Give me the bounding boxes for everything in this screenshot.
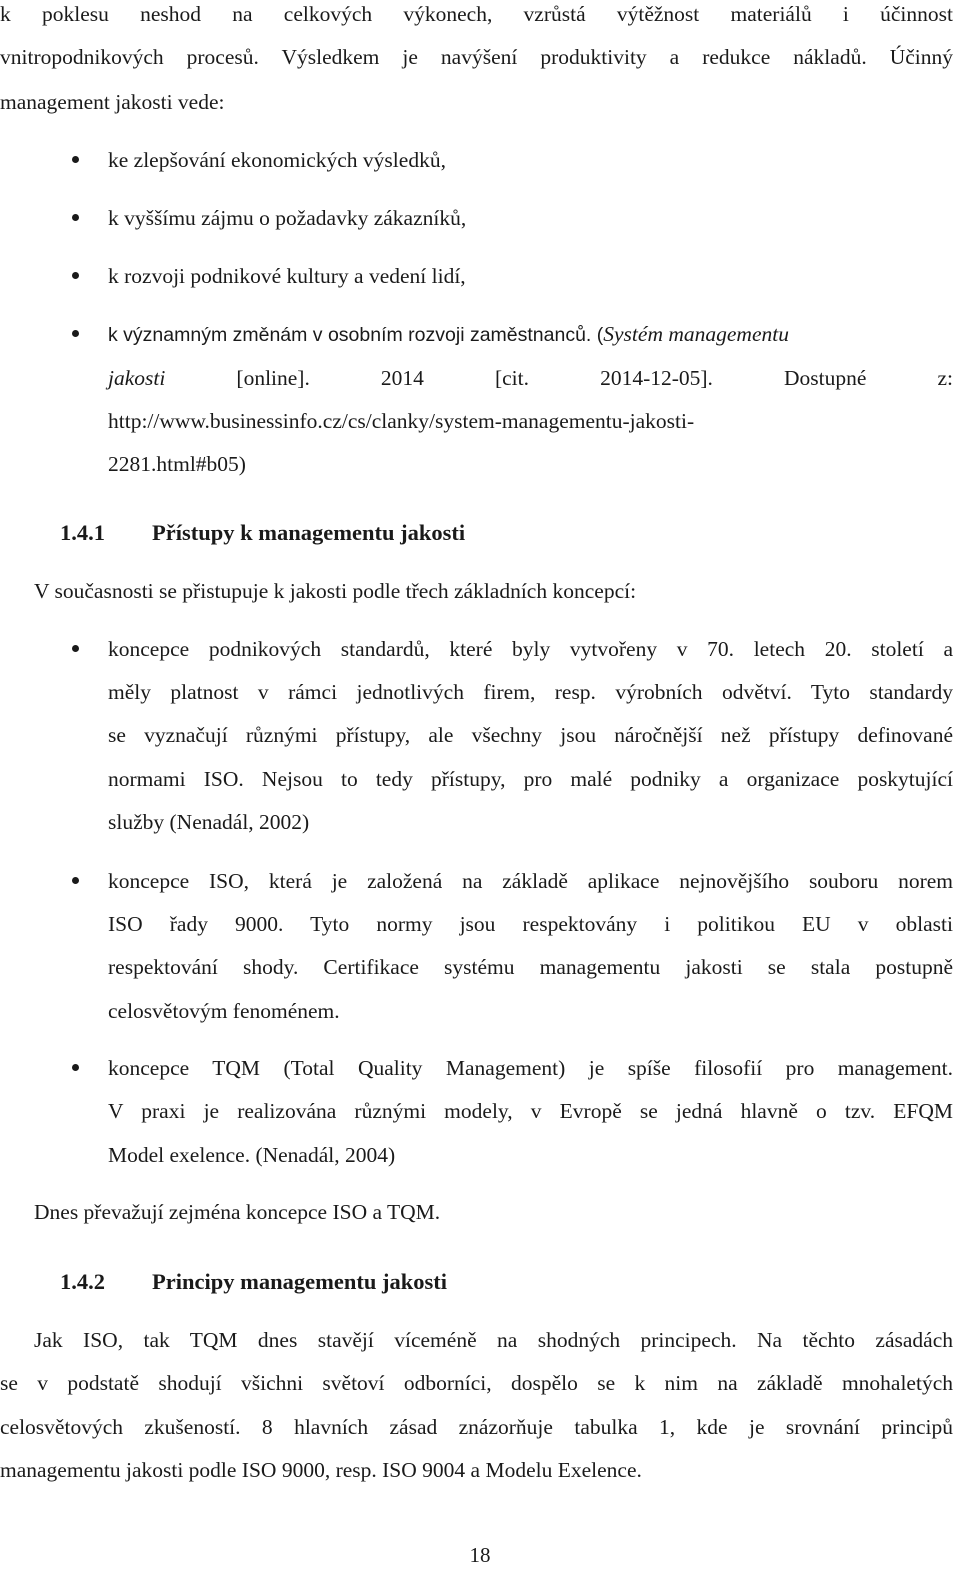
citation-line — [108, 364, 953, 392]
list-item-line: koncepce ISO, která je založená na základě aplikace nejnovějšího souboru norem — [108, 869, 953, 893]
citation-online: [online]. — [236, 366, 310, 390]
list-item-line: koncepce TQM (Total Quality Management) je spíše filosofií pro management. — [108, 1056, 953, 1080]
bullet-icon — [72, 1064, 79, 1071]
section-title: Principy managementu jakosti — [152, 1269, 447, 1294]
list-item-line: V praxi je realizována různými modely, v Evropě se jedná hlavně o tzv. EFQM — [108, 1099, 953, 1123]
citation-title: jakosti — [108, 366, 166, 390]
list-item-line: služby (Nenadál, 2002) — [108, 810, 310, 834]
citation-cit: [cit. — [494, 366, 529, 390]
list-item-line: měly platnost v rámci jednotlivých firem, resp. výrobních odvětví. Tyto standardy — [108, 680, 953, 704]
bullet-icon — [72, 645, 79, 652]
paragraph-line: Jak ISO, tak TQM dnes stavějí víceméně na shodných principech. Na těchto zásadách — [34, 1328, 953, 1352]
citation-z: z: — [937, 366, 953, 390]
list-item-line: koncepce podnikových standardů, které byly vytvořeny v 70. letech 20. století a — [108, 637, 953, 661]
section-number: 1.4.1 — [60, 520, 105, 545]
section-number: 1.4.2 — [60, 1269, 105, 1294]
citation-url: 2281.html#b05) — [108, 452, 246, 476]
bullet-icon — [72, 214, 79, 221]
citation-url: http://www.businessinfo.cz/cs/clanky/system-managementu-jakosti- — [108, 409, 695, 433]
paragraph-line: managementu jakosti podle ISO 9000, resp. ISO 9004 a Modelu Exelence. — [0, 1458, 642, 1482]
bullet-icon — [72, 156, 79, 163]
bullet-icon — [72, 877, 79, 884]
citation-title: Systém managementu — [603, 322, 789, 346]
list-item-line: celosvětovým fenoménem. — [108, 999, 340, 1023]
bullet-icon — [72, 330, 79, 337]
citation-date: 2014-12-05]. — [600, 366, 713, 390]
intro-line: vnitropodnikových procesů. Výsledkem je navýšení produktivity a redukce nákladů. Účinný — [0, 45, 953, 69]
paragraph-line: V současnosti se přistupuje k jakosti podle třech základních koncepcí: — [34, 579, 637, 603]
section-title: Přístupy k managementu jakosti — [152, 520, 466, 545]
intro-line: k poklesu neshod na celkových výkonech, vzrůstá výtěžnost materiálů i účinnost — [0, 2, 953, 26]
bullet-icon — [72, 272, 79, 279]
list-item-line: respektování shody. Certifikace systému managementu jakosti se stala postupně — [108, 955, 953, 979]
citation-year: 2014 — [380, 366, 424, 390]
paragraph-line: se v podstatě shodují všichni světoví odborníci, dospělo se k nim na základě mnohaletých — [0, 1371, 953, 1395]
citation-available: Dostupné — [783, 366, 867, 390]
list-item-text: k významným změnám v osobním rozvoji zaměstnanců. ( — [108, 324, 604, 346]
paragraph-line: Dnes převažují zejména koncepce ISO a TQM. — [34, 1200, 441, 1224]
list-item-line: Model exelence. (Nenadál, 2004) — [108, 1143, 396, 1167]
section-heading — [60, 518, 465, 548]
intro-line: management jakosti vede: — [0, 90, 225, 114]
section-heading — [60, 1267, 447, 1297]
list-item: ke zlepšování ekonomických výsledků, — [108, 148, 446, 172]
list-item: k vyššímu zájmu o požadavky zákazníků, — [108, 206, 467, 230]
list-item: k rozvoji podnikové kultury a vedení lidí, — [108, 264, 466, 288]
list-item-line: ISO řady 9000. Tyto normy jsou respektovány i politikou EU v oblasti — [108, 912, 953, 936]
list-item-line: normami ISO. Nejsou to tedy přístupy, pro malé podniky a organizace poskytující — [108, 767, 953, 791]
list-item — [108, 320, 789, 349]
page-number: 18 — [469, 1543, 491, 1567]
paragraph-line: celosvětových zkušeností. 8 hlavních zásad znázorňuje tabulka 1, kde je srovnání principů — [0, 1415, 953, 1439]
list-item-line: se vyznačují různými přístupy, ale všechny jsou náročnější než přístupy definované — [108, 723, 953, 747]
